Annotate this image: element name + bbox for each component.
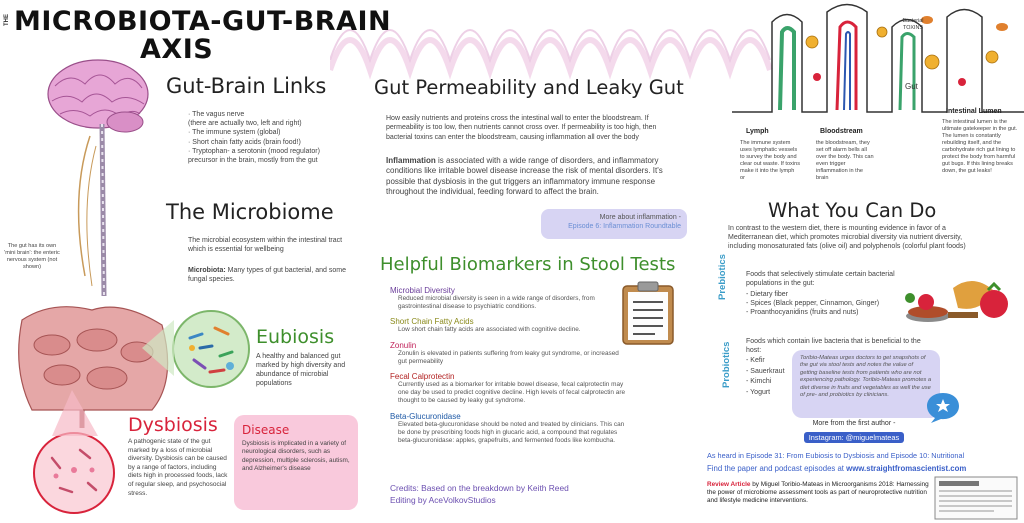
gut-brain-link-item: (there are actually two, left and right) xyxy=(188,120,302,128)
dysbiosis-text: A pathogenic state of the gut marked by a loss of microbial diversity. Dysbiosis can be caused by a range of factors, including diets high in processed foods, lack of regular sleep, and psychosocial stress. xyxy=(128,438,228,497)
gut-brain-links-heading: Gut-Brain Links xyxy=(166,74,327,98)
title-the: THE xyxy=(4,14,10,26)
inflammation-more-label: More about inflammation - xyxy=(599,214,681,221)
author-quote-card xyxy=(792,350,940,418)
what-you-can-do-heading: What You Can Do xyxy=(768,199,937,222)
page-title-line2: AXIS xyxy=(140,34,214,65)
gut-brain-link-item: · Tryptophan- a serotonin (mood regulator) xyxy=(188,147,320,155)
eubiosis-pointer xyxy=(140,318,180,378)
disease-card xyxy=(234,415,358,510)
inflammation-episode-link[interactable]: Episode 6: Inflammation Roundtable xyxy=(568,223,681,230)
author-quote-text: Toribio-Mateas urges doctors to get snapshots of the gut via stool tests and notes the value of getting baseline tests from patients who are not experiencing pathology. Toribio-Mateas promotes a diet diverse in fruits and vegetables as well the use of pre- and probiotics by clinicians. xyxy=(800,355,932,399)
biomarker-name: Zonulin xyxy=(390,340,417,350)
probiotics-intro: Foods which contain live bacteria that is beneficial to the host: xyxy=(746,338,921,354)
review-article-citation xyxy=(707,481,929,506)
website-link[interactable]: www.straightfromascientist.com xyxy=(846,464,967,473)
biomarker-item xyxy=(390,372,626,406)
gut-brain-links-list xyxy=(188,110,358,165)
intestinal-lumen-heading: Intestinal Lumen xyxy=(946,108,1002,115)
credits-line-2: Editing by AceVolkovStudios xyxy=(390,495,496,505)
permeability-heading: Gut Permeability and Leaky Gut xyxy=(374,76,684,99)
probiotic-item: - Sauerkraut xyxy=(746,367,785,375)
biomarker-item xyxy=(390,286,626,311)
inflammation-more-card[interactable] xyxy=(541,209,687,239)
prebiotic-item: - Proanthocyanidins (fruits and nuts) xyxy=(746,309,859,316)
biomarkers-heading: Helpful Biomarkers in Stool Tests xyxy=(380,254,676,275)
find-prefix: Find the paper and podcast episodes at xyxy=(707,464,847,473)
microbiota-text: Many types of gut bacterial, and some fungal species. xyxy=(188,267,346,283)
gut-label: Gut xyxy=(905,82,918,91)
eubiosis-microbes-circle xyxy=(170,308,252,390)
biomarker-description: Zonulin is elevated in patients suffering from leaky gut syndrome, or increased gut permeability xyxy=(398,349,619,365)
biomarker-description: Reduced microbial diversity is seen in a wide range of disorders, from gastrointestinal disease to psychiatric conditions. xyxy=(398,295,595,311)
bloodstream-heading: Bloodstream xyxy=(820,128,863,135)
probiotic-item: - Kimchi xyxy=(746,378,772,385)
dysbiosis-pointer xyxy=(50,388,100,438)
biomarker-name: Beta-Glucuronidase xyxy=(390,411,461,421)
gut-brain-link-item: · The immune system (global) xyxy=(188,129,281,137)
prebiotics-label: Prebiotics xyxy=(717,254,728,300)
microbiota-label: Microbiota: xyxy=(188,267,226,274)
inflammation-label: Inflammation xyxy=(386,156,436,165)
biomarker-name: Fecal Calprotectin xyxy=(390,372,455,382)
intestinal-lumen-text: The intestinal lumen is the ultimate gatekeeper in the gut. The lumen is constantly rebuilding itself, and the carbohydrate rich gut lining to protect the body from harmful gut bugs. If this lining breaks down, the gut leaks! xyxy=(942,119,1018,174)
paper-thumbnail xyxy=(934,476,1018,520)
biomarker-name: Microbial Diversity xyxy=(390,286,455,295)
page-title-line1: MICROBIOTA-GUT-BRAIN xyxy=(14,6,392,37)
gut-brain-link-item: · Short chain fatty acids (brain food!) xyxy=(188,138,301,146)
probiotics-label: Probiotics xyxy=(721,341,732,388)
disease-text: Dysbiosis is implicated in a variety of neurological disorders, such as depression, multiple sclerosis, autism, and Alzheimer's disease xyxy=(242,440,350,473)
review-article-label: Review Article xyxy=(707,481,751,488)
author-line: More from the first author - xyxy=(812,420,896,427)
inflammation-text: is associated with a wide range of disorders, and inflammatory conditions like irritable bowel disease increase the risk of mental disorders. It's possible that dysbiosis in the gut triggers an inflammatory immune response throughout the individual, feeding forward to affect the brain. xyxy=(386,156,663,197)
biomarker-description: Elevated beta-glucuronidase should be noted and treated by clinicians. This can be done by prescribing foods high in glucaric acid, a compound that regulates beta-glucuronidase: apples, grapefruits, and fermented foods like kombucha. xyxy=(398,420,625,445)
review-article-text: by Miguel Toribio-Mateas in Microorganisms 2018: Harnessing the power of microbiome assessment tools as part of neuroprotective nutrition and lifestyle medicine interventions. xyxy=(707,481,929,505)
find-podcast-line xyxy=(707,464,1024,473)
speech-bubble-icon xyxy=(925,390,961,424)
biomarker-description: Low short chain fatty acids are associated with cognitive decline. xyxy=(398,326,581,334)
lymph-heading: Lymph xyxy=(746,128,769,135)
bacterial-toxins-label: Bacterial TOXINS xyxy=(902,18,924,31)
biomarker-description: Currently used as a biomarker for irritable bowel disease, fecal calprotectin may one day be used to predict cognitive decline. High levels of fecal calprotectin are thought to be caused by leaky gut syndrome. xyxy=(398,381,626,405)
prebiotic-foods-illustration xyxy=(898,268,1022,326)
eubiosis-heading: Eubiosis xyxy=(256,326,335,348)
biomarker-name: Short Chain Fatty Acids xyxy=(390,317,474,327)
probiotic-item: - Yogurt xyxy=(746,388,771,396)
enteric-nervous-system-note: The gut has its own 'mini brain': the enteric nervous system (not shown) xyxy=(4,243,60,270)
dysbiosis-microbes-circle xyxy=(30,428,118,518)
microbiota-definition xyxy=(188,266,348,284)
as-heard-in: As heard in Episode 31: From Eubiosis to Dysbiosis and Episode 10: Nutritional xyxy=(707,451,965,460)
what-you-can-do-intro: In contrast to the western diet, there is mounting evidence in favor of a Mediterranean diet, which promotes microbial diversity via nutrient diversity, including monosaturated fats (olive oil) and polyphenols (colorful plant foods) xyxy=(728,225,966,251)
probiotic-item: - Kefir xyxy=(746,357,765,364)
bloodstream-text: the bloodstream, they set off alarm bells all over the body. This can even trigger inflammation in the brain xyxy=(816,140,874,181)
clipboard-icon xyxy=(620,280,676,346)
prebiotic-item: - Dietary fiber xyxy=(746,291,789,298)
biomarker-item xyxy=(390,341,626,366)
biomarker-item xyxy=(390,412,626,446)
instagram-handle-link[interactable]: Instagram: @miguelmateas xyxy=(804,432,904,443)
prebiotic-item: - Spices (Black pepper, Cinnamon, Ginger) xyxy=(746,300,880,307)
microbiome-heading: The Microbiome xyxy=(166,200,334,224)
biomarker-item xyxy=(390,317,626,334)
permeability-paragraph: How easily nutrients and proteins cross the intestinal wall to enter the bloodstream. If permeability is too low, then nutrients cannot cross over. If permeability is too high, then bacterial toxins can enter the bloodstream, causing inflammation all over the body xyxy=(386,115,657,141)
microbiome-text: The microbial ecosystem within the intestinal tract which is essential for wellbeing xyxy=(188,237,343,253)
biomarker-list xyxy=(390,286,626,445)
gut-wall-diagram xyxy=(732,2,1024,122)
eubiosis-text: A healthy and balanced gut marked by high diversity and abundance of microbial populations xyxy=(256,353,346,387)
inflammation-paragraph xyxy=(386,156,684,198)
credits-line-1: Credits: Based on the breakdown by Keith Reed xyxy=(390,483,569,493)
author-instagram-card[interactable] xyxy=(794,418,914,446)
dysbiosis-heading: Dysbiosis xyxy=(128,414,218,436)
gut-brain-link-item: precursor in the brain, mostly from the gut xyxy=(188,157,318,165)
gut-brain-link-item: · The vagus nerve xyxy=(188,111,245,118)
disease-heading: Disease xyxy=(242,423,290,437)
prebiotics-intro: Foods that selectively stimulate certain bacterial populations in the gut: xyxy=(746,271,895,287)
lymph-text: The immune system uses lymphatic vessels to survey the body and clear out waste. If toxins make it into the lymph or xyxy=(740,140,801,181)
